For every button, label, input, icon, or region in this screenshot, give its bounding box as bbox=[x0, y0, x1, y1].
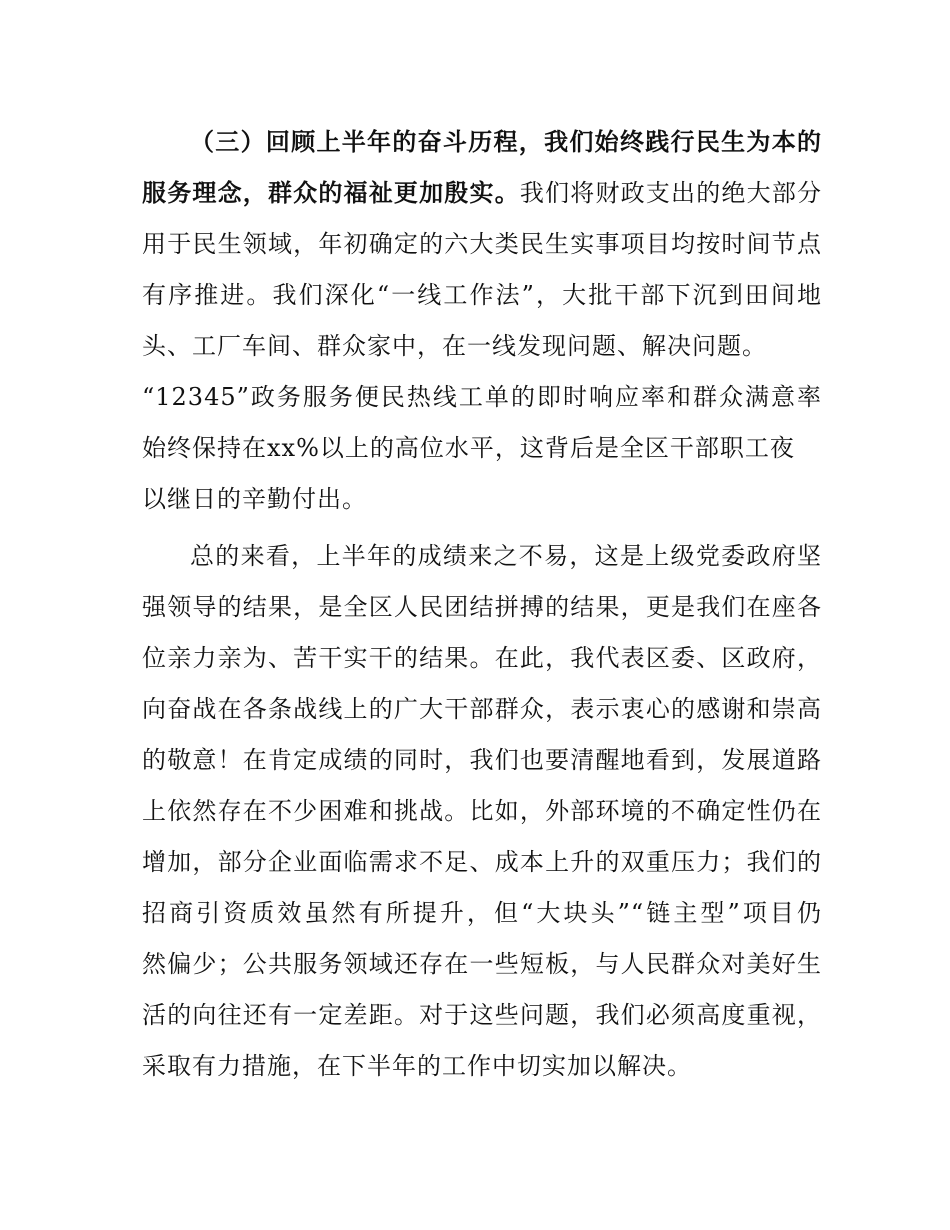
paragraph-line: 用于民生领域，年初确定的六大类民生实事项目均按时间节点 bbox=[142, 230, 822, 258]
paragraph-heading-line: （三）回顾上半年的奋斗历程，我们始终践行民生为本的 bbox=[190, 128, 822, 156]
paragraph-line: 向奋战在各条战线上的广大干部群众，表示衷心的感谢和崇高 bbox=[142, 695, 822, 723]
paragraph-line: 位亲力亲为、苦干实干的结果。在此，我代表区委、区政府， bbox=[142, 644, 822, 672]
paragraph-line bbox=[142, 168, 822, 219]
paragraph-livelihood bbox=[142, 117, 822, 525]
paragraph-heading-continuation: 服务理念，群众的福祉更加殷实。 bbox=[142, 179, 520, 207]
paragraph-line: “12345”政务服务便民热线工单的即时响应率和群众满意率 bbox=[142, 383, 822, 411]
paragraph-line: 强领导的结果，是全区人民团结拼搏的结果，更是我们在座各 bbox=[142, 593, 822, 621]
paragraph-line: 增加，部分企业面临需求不足、成本上升的双重压力；我们的 bbox=[142, 848, 822, 876]
paragraph-line: 有序推进。我们深化“一线工作法”，大批干部下沉到田间地 bbox=[142, 281, 822, 309]
paragraph-line: 头、工厂车间、群众家中，在一线发现问题、解决问题。 bbox=[142, 332, 767, 360]
paragraph-summary bbox=[142, 531, 822, 1092]
paragraph-line: 活的向往还有一定差距。对于这些问题，我们必须高度重视， bbox=[142, 1001, 822, 1029]
paragraph-line: 采取有力措施，在下半年的工作中切实加以解决。 bbox=[142, 1052, 692, 1080]
paragraph-line: 的敬意！在肯定成绩的同时，我们也要清醒地看到，发展道路 bbox=[142, 746, 822, 774]
paragraph-line: 始终保持在xx%以上的高位水平，这背后是全区干部职工夜 bbox=[142, 434, 795, 462]
paragraph-line: 然偏少；公共服务领域还存在一些短板，与人民群众对美好生 bbox=[142, 950, 822, 978]
paragraph-line: 上依然存在不少困难和挑战。比如，外部环境的不确定性仍在 bbox=[142, 797, 822, 825]
paragraph-text: 我们将财政支出的绝大部分 bbox=[519, 179, 823, 207]
paragraph-line: 总的来看，上半年的成绩来之不易，这是上级党委政府坚 bbox=[190, 542, 822, 570]
paragraph-line: 招商引资质效虽然有所提升，但“大块头”“链主型”项目仍 bbox=[142, 899, 822, 927]
paragraph-line: 以继日的辛勤付出。 bbox=[142, 485, 367, 513]
